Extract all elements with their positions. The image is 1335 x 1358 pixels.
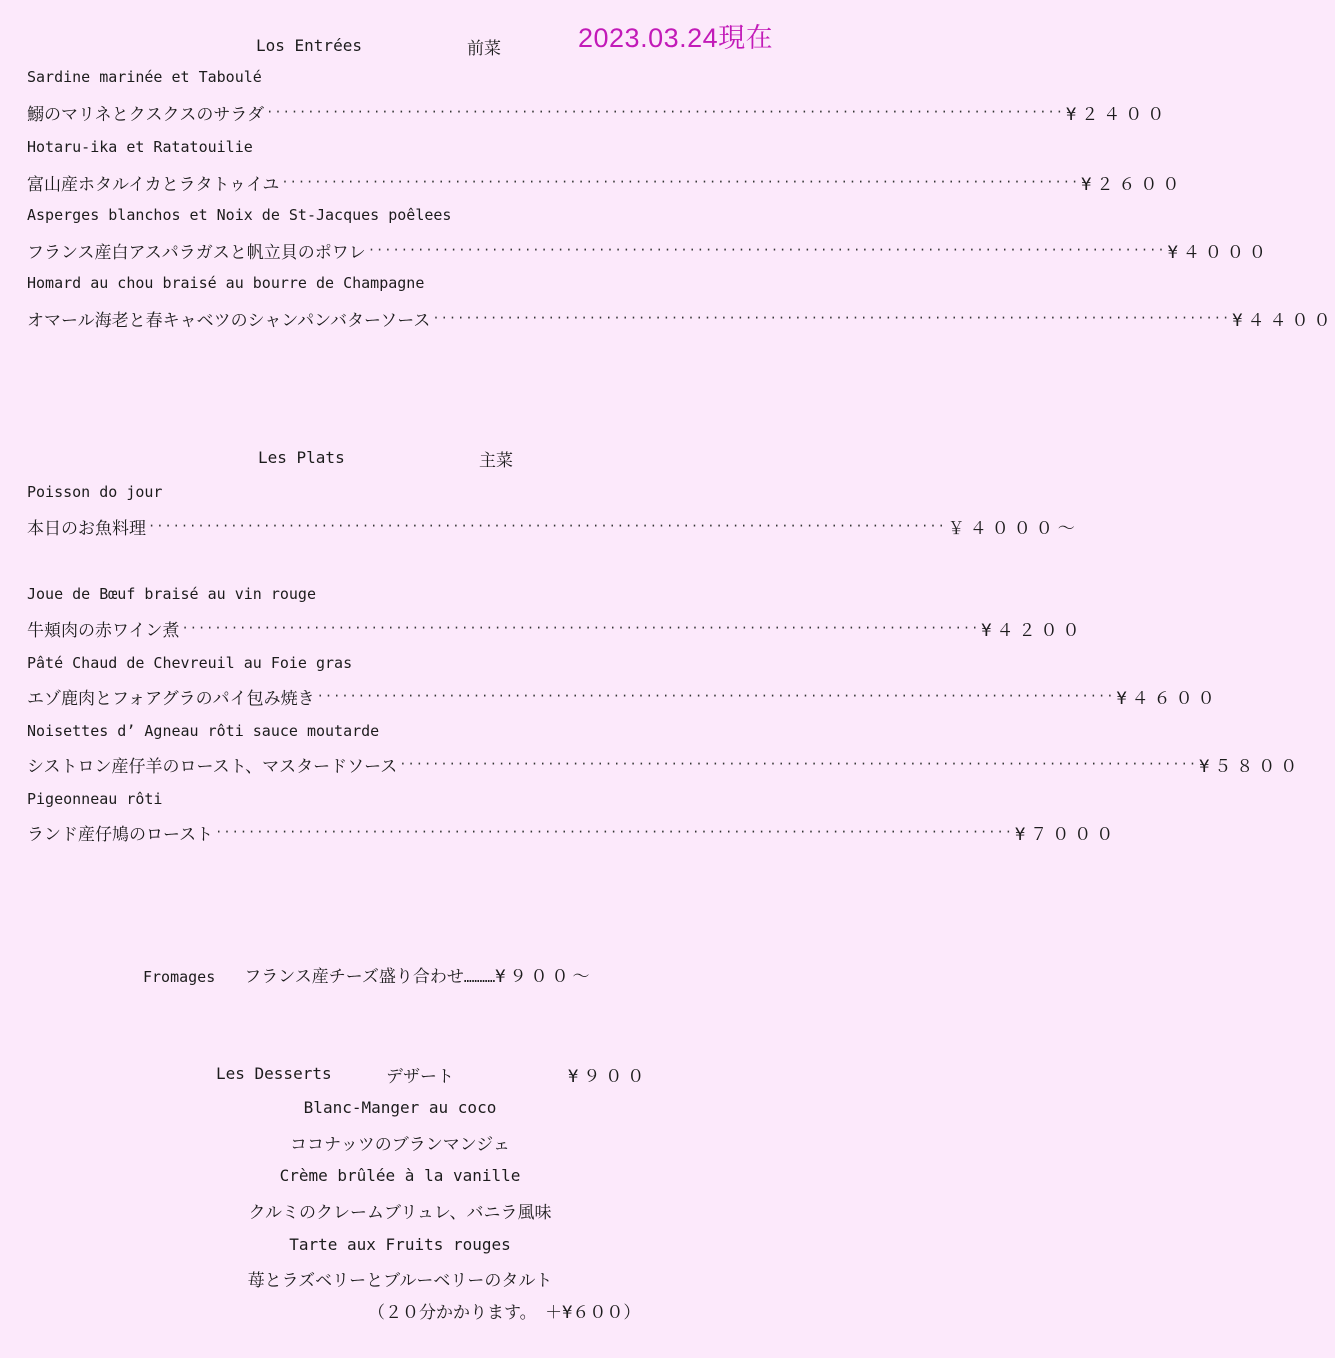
plat-1-price: ￥４０００～ [947, 519, 1080, 539]
plat-4-jp: シストロン産仔羊のロースト、マスタードソース [27, 757, 398, 777]
fromages-label-jp: フランス産チーズ盛り合わせ [244, 967, 464, 987]
plat-2-row [27, 616, 1085, 641]
entree-4-jp: オマール海老と春キャベツのシャンパンバターソース [27, 311, 431, 331]
desserts-price: ¥９００ [568, 1067, 650, 1087]
plat-2-price: ¥４２００ [981, 621, 1085, 641]
desserts-heading-fr: Les Desserts [216, 1064, 332, 1083]
desserts-heading [216, 1064, 650, 1087]
dot-leader: ································································································· [215, 825, 1013, 839]
dot-leader: ································································································· [432, 311, 1231, 325]
dessert-note: （２０分かかります。 ＋¥６００） [368, 1303, 641, 1323]
dessert-3-jp: 苺とラズベリーとブルーベリーのタルト [247, 1271, 553, 1291]
plat-3-price: ¥４６００ [1116, 689, 1220, 709]
dessert-2-jp: クルミのクレームブリュレ、バニラ風味 [248, 1203, 552, 1223]
plat-2-fr: Joue de Bœuf braisé au vin rouge [27, 585, 316, 603]
entree-4-row [27, 306, 1335, 331]
entrees-heading [256, 36, 501, 59]
dot-leader: ································································································· [181, 621, 980, 635]
plat-3-fr: Pâté Chaud de Chevreuil au Foie gras [27, 654, 353, 672]
plat-3-jp: エゾ鹿肉とフォアグラのパイ包み焼き [27, 689, 315, 709]
fromages-label-fr: Fromages [143, 968, 216, 986]
entree-1-row [27, 100, 1170, 125]
plat-4-fr: Noisettes d’ Agneau rôti sauce moutarde [27, 722, 380, 740]
desserts-heading-jp: デザート [386, 1067, 454, 1087]
dot-leader: ································································································· [148, 519, 946, 533]
plat-5-price: ¥７０００ [1014, 825, 1119, 845]
dessert-2-fr: Crème brûlée à la vanille [279, 1166, 521, 1185]
dot-leader: ………… [463, 971, 496, 986]
entrees-heading-jp: 前菜 [467, 39, 501, 59]
entree-3-fr: Asperges blanchos et Noix de St-Jacques poêlees [27, 206, 452, 224]
plat-1-fr: Poisson do jour [27, 483, 163, 501]
plat-5-jp: ランド産仔鳩のロースト [27, 825, 214, 845]
plats-heading-jp: 主菜 [479, 451, 513, 471]
entree-1-price: ¥２４００ [1065, 105, 1170, 125]
entree-1-fr: Sardine marinée et Taboulé [27, 68, 262, 86]
fromages-price: ¥９００～ [495, 967, 594, 987]
dot-leader: ································································································· [367, 243, 1166, 257]
entrees-heading-fr: Los Entrées [256, 36, 362, 55]
plat-1-jp: 本日のお魚料理 [27, 519, 146, 539]
plat-1-row [27, 514, 1080, 539]
entree-4-fr: Homard au chou braisé au bourre de Champagne [27, 274, 425, 292]
entree-1-jp: 鰯のマリネとクスクスのサラダ [27, 105, 265, 125]
dot-leader: ································································································· [399, 757, 1198, 771]
entree-2-jp: 富山産ホタルイカとラタトゥイユ [27, 175, 280, 195]
plat-4-price: ¥５８００ [1199, 757, 1303, 777]
dot-leader: ································································································· [281, 175, 1080, 189]
plat-4-row [27, 752, 1303, 777]
plat-2-jp: 牛頬肉の赤ワイン煮 [27, 621, 180, 641]
fromages-row [143, 962, 593, 987]
date-stamp: 2023.03.24現在 [578, 23, 774, 53]
dessert-1-jp: ココナッツのブランマンジェ [290, 1135, 510, 1155]
plat-5-row [27, 820, 1119, 845]
plats-heading-fr: Les Plats [258, 448, 345, 467]
entree-2-row [27, 170, 1185, 195]
entree-3-jp: フランス産白アスパラガスと帆立貝のポワレ [27, 243, 366, 263]
dessert-1-fr: Blanc-Manger au coco [303, 1098, 497, 1117]
entree-2-fr: Hotaru-ika et Ratatouilie [27, 138, 253, 156]
entree-3-price: ¥４０００ [1167, 243, 1271, 263]
dessert-3-fr: Tarte aux Fruits rouges [289, 1235, 511, 1254]
entree-2-price: ¥２６００ [1081, 175, 1185, 195]
entree-3-row [27, 238, 1271, 263]
entree-4-price: ¥４４００ [1232, 311, 1335, 331]
plat-3-row [27, 684, 1220, 709]
dot-leader: ································································································· [266, 105, 1064, 119]
dot-leader: ································································································· [316, 689, 1115, 703]
plats-heading [258, 448, 513, 471]
plat-5-fr: Pigeonneau rôti [27, 790, 163, 808]
